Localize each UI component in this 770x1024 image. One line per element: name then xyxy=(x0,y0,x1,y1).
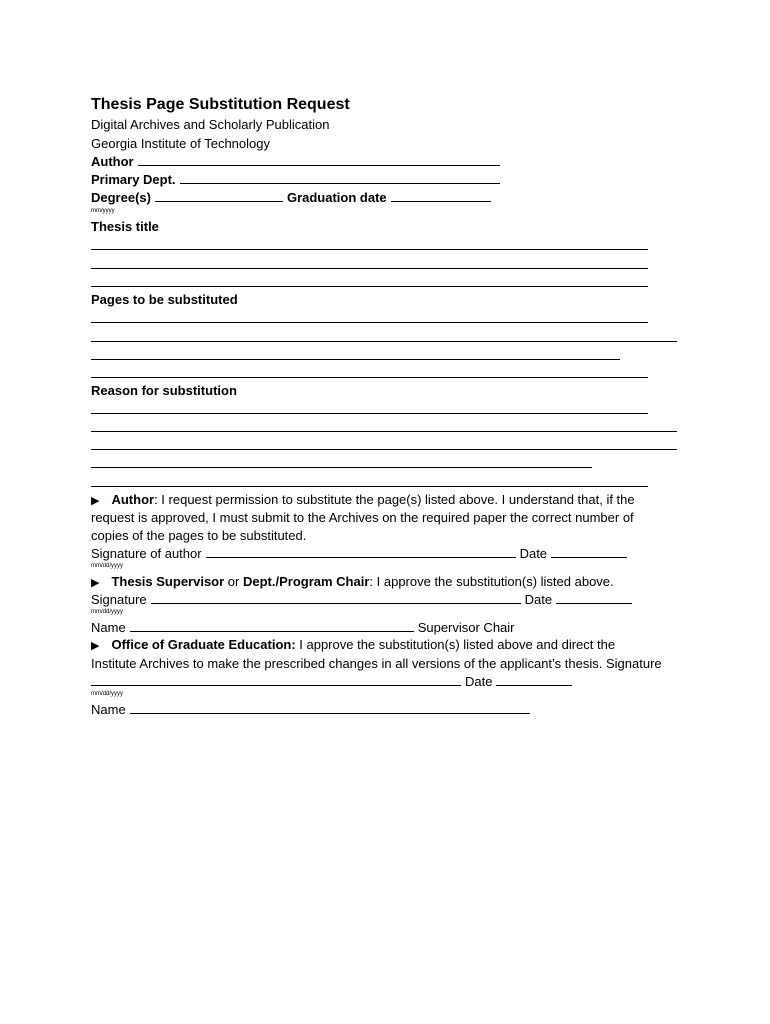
pages-line-2[interactable] xyxy=(91,341,677,342)
form-title: Thesis Page Substitution Request xyxy=(91,96,350,113)
arrow-icon: ▶ xyxy=(91,640,100,652)
pages-line-3[interactable] xyxy=(91,359,620,360)
grad-signature-row xyxy=(91,674,576,690)
thesis-title-line-1[interactable] xyxy=(91,249,648,250)
author-statement-line-3: copies of the pages to be substituted. xyxy=(91,528,307,543)
grad-date-label: Date xyxy=(465,674,493,689)
supervisor-name-field[interactable] xyxy=(130,620,414,632)
grad-date-hint: mm/yyyy xyxy=(91,208,115,214)
degree-field[interactable] xyxy=(155,190,283,202)
grad-statement-line-2: Institute Archives to make the prescribed changes in all versions of the applicant’s thesis. Signature xyxy=(91,656,662,671)
grad-date-hint: mm/dd/yyyy xyxy=(91,691,124,697)
grad-name-field[interactable] xyxy=(130,702,530,714)
author-signature-label: Signature of author xyxy=(91,546,202,561)
supervisor-chair-label: Supervisor Chair xyxy=(417,620,515,635)
grad-date-field[interactable] xyxy=(391,190,491,202)
grad-name-row xyxy=(91,702,534,718)
reason-line-2[interactable] xyxy=(91,431,677,432)
arrow-icon: ▶ xyxy=(91,495,100,507)
author-date-hint: mm/dd/yyyy xyxy=(91,563,124,569)
supervisor-date-label: Date xyxy=(524,592,553,607)
thesis-title-line-2[interactable] xyxy=(91,268,648,269)
supervisor-date-field[interactable] xyxy=(556,592,632,604)
grad-date-field[interactable] xyxy=(496,674,572,686)
reason-line-4[interactable] xyxy=(91,467,592,468)
grad-signature-field[interactable] xyxy=(91,674,461,686)
pages-label: Pages to be substituted xyxy=(91,292,238,307)
supervisor-signature-row xyxy=(91,592,636,608)
author-date-label: Date xyxy=(519,546,548,561)
supervisor-date-hint: mm/dd/yyyy xyxy=(91,609,124,615)
author-label: Author xyxy=(91,154,134,169)
grad-statement-line-1: ▶ Office of Graduate Education: I approve the substitution(s) listed above and direct the xyxy=(91,637,616,652)
degree-row xyxy=(91,190,495,206)
arrow-icon: ▶ xyxy=(91,577,100,589)
author-row xyxy=(91,154,504,170)
pages-line-4[interactable] xyxy=(91,377,648,378)
dept-row xyxy=(91,172,504,188)
author-date-field[interactable] xyxy=(551,546,627,558)
reason-line-1[interactable] xyxy=(91,413,648,414)
chair-role: Dept./Program Chair xyxy=(242,574,370,589)
org-line-2: Georgia Institute of Technology xyxy=(91,136,270,151)
reason-line-3[interactable] xyxy=(91,449,677,450)
reason-label: Reason for substitution xyxy=(91,383,237,398)
dept-label: Primary Dept. xyxy=(91,172,176,187)
author-signature-row xyxy=(91,546,631,562)
supervisor-statement: ▶ Thesis Supervisor or Dept./Program Chair: I approve the substitution(s) listed above. xyxy=(91,574,614,589)
grad-name-label: Name xyxy=(91,702,126,717)
author-signature-field[interactable] xyxy=(206,546,516,558)
org-line-1: Digital Archives and Scholarly Publication xyxy=(91,117,330,132)
supervisor-name-row xyxy=(91,620,515,636)
degree-label: Degree(s) xyxy=(91,190,151,205)
author-statement-line-1: ▶ Author: I request permission to substitute the page(s) listed above. I understand that, if the xyxy=(91,492,635,507)
grad-date-label: Graduation date xyxy=(286,190,387,205)
grad-office-role: Office of Graduate Education: xyxy=(111,637,296,652)
reason-line-5[interactable] xyxy=(91,486,648,487)
thesis-title-line-3[interactable] xyxy=(91,286,648,287)
author-statement-line-2: request is approved, I must submit to the Archives on the required paper the correct number of xyxy=(91,510,634,525)
supervisor-signature-label: Signature xyxy=(91,592,147,607)
pages-line-1[interactable] xyxy=(91,322,648,323)
supervisor-signature-field[interactable] xyxy=(151,592,521,604)
dept-field[interactable] xyxy=(180,172,500,184)
author-field[interactable] xyxy=(138,154,500,166)
supervisor-role: Thesis Supervisor xyxy=(111,574,225,589)
author-role: Author xyxy=(111,492,155,507)
thesis-title-label: Thesis title xyxy=(91,219,159,234)
supervisor-name-label: Name xyxy=(91,620,126,635)
